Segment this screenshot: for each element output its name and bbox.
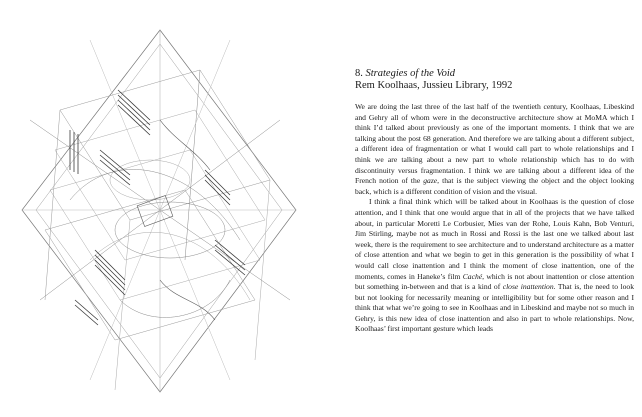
chapter-subtitle: Rem Koolhaas, Jussieu Library, 1992 [355, 80, 513, 91]
chapter-number: 8. [355, 68, 363, 79]
italic-run: gaze [423, 176, 438, 186]
text-run: I think a final think which will be talked about in Koolhaas is the question of close attention, and I think that one would argue that in all of the projects that we have talked about, in particular Moretti Le Corbusier, Mies van der Rohe, Louis Kahn, Bob Venturi, Jim Stirling, maybe not as much in Rossi and Rossi is the last one we talked about last week, there is the requirement to see architecture and to understand architecture as a matter of close attention and what we begin to get in this generation is the possibility of what I would call close inattention and I think the moment of close inattention, one of the moments, comes in Haneke’s film [355, 197, 634, 281]
italic-run: close inattention [502, 282, 554, 292]
jussieu-library-axonometric-drawing [0, 0, 320, 417]
body-paragraph-1 [355, 102, 634, 197]
text-run: , which is not about inattention or close attention but something in-between and that is a kind of [355, 271, 634, 292]
body-paragraph-2 [355, 197, 634, 335]
text-run: . That is, the need to look but not looking for necessarily meaning or intelligibility but for some other reason and I think that what we’re going to see in Koolhaas and in Libeskind and maybe not so much in Gehry, is this new idea of close inattention and also in part to whole relationships. Now, Koolhaas’ first important gesture which leads [355, 282, 634, 334]
text-run: We are doing the last three of the last half of the twentieth century, Koolhaas, Libeskind and Gehry all of whom were in the deconstructive architecture show at MoMA which I think I’d talked about previously as one of the important moments. I think that we are talking about the post 68 generation. And therefore we are talking about a different subject, a different idea of fragmentation or what I would call part to whole relationships and I think we are talking about a new part to whole relationship which has to do with discontinuity versus fragmentation. I think we are talking about a different idea of the French notion of the [355, 102, 634, 186]
text-column [355, 68, 634, 413]
chapter-title [355, 68, 634, 80]
chapter-title-text: Strategies of the Void [365, 68, 456, 79]
text-run: , that is the subject viewing the object and the object looking back, which is a different condition of vision and the visual. [355, 176, 634, 196]
italic-run: Caché [462, 271, 483, 281]
